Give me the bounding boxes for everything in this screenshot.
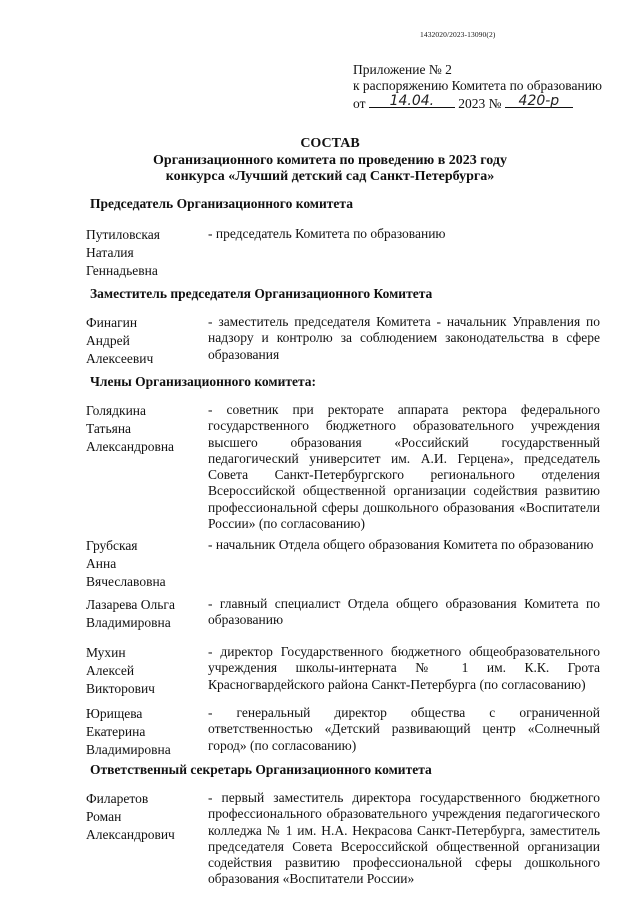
- handwritten-number: 420-р: [518, 92, 560, 109]
- member-role: - заместитель председателя Комитета - начальник Управления по надзору и контролю за соблюдением законодательства в сфере образования: [208, 314, 600, 362]
- appendix-title: Приложение № 2: [353, 62, 452, 77]
- appendix-reference: к распоряжению Комитета по образованию: [353, 77, 603, 93]
- member-name: Юрищева Екатерина Владимировна: [86, 706, 171, 757]
- document-title: [60, 136, 600, 186]
- year-number-label: 2023 №: [458, 96, 502, 111]
- appendix-header: [353, 62, 623, 112]
- member-name: Путиловская Наталия Геннадьевна: [86, 227, 160, 278]
- member-name: Мухин Алексей Викторович: [86, 645, 155, 696]
- document-registration-number: 1432020/2023-13090(2): [420, 30, 496, 39]
- from-label: от: [353, 96, 366, 111]
- member-name: Лазарева Ольга Владимировна: [86, 597, 175, 630]
- member-name: Голядкина Татьяна Александровна: [86, 403, 175, 454]
- member-role: - начальник Отдела общего образования Комитета по образованию: [208, 537, 594, 552]
- member-role: - председатель Комитета по образованию: [208, 226, 446, 241]
- appendix-date-number: [353, 93, 623, 112]
- member-role: - главный специалист Отдела общего образования Комитета по образованию: [208, 596, 600, 628]
- date-field: [369, 93, 455, 108]
- section-members: Члены Организационного комитета:: [90, 374, 317, 389]
- section-secretary: Ответственный секретарь Организационного комитета: [90, 762, 432, 777]
- title-line-3: конкурса «Лучший детский сад Санкт-Петербурга»: [165, 169, 495, 184]
- section-deputy: Заместитель председателя Организационного Комитета: [90, 286, 433, 301]
- member-name: Филаретов Роман Александрович: [86, 791, 175, 842]
- member-role: - советник при ректорате аппарата ректора федерального государственного бюджетного образовательного учреждения высшего образования «Российский государственный педагогический университет им. А.И. Герцена», председатель Совета Санкт-Петербургского регионального отделения Всероссийской общественной организации содействия развитию профессиональной сферы дошкольного образования «Воспитатели России» (по согласованию): [208, 402, 600, 532]
- member-name: Финагин Андрей Алексеевич: [86, 315, 154, 366]
- member-name: Грубская Анна Вячеславовна: [86, 538, 166, 589]
- member-role: - директор Государственного бюджетного общеобразовательного учреждения школы-интерната № 1 им. К.К. Грота Красногвардейского района Санкт-Петербурга (по согласованию): [208, 644, 600, 692]
- number-field: [505, 93, 573, 108]
- handwritten-date: 14.04.: [389, 92, 435, 109]
- member-role: - генеральный директор общества с ограниченной ответственностью «Детский развивающий центр «Солнечный город» (по согласованию): [208, 705, 600, 753]
- member-role: - первый заместитель директора государственного бюджетного профессионального образовательного учреждения педагогического колледжа № 1 им. Н.А. Некрасова Санкт-Петербурга, заместитель председателя Совета Всероссийской общественной организации содействия развитию профессиональной сферы дошкольного образования «Воспитатели России»: [208, 790, 600, 887]
- title-line-1: СОСТАВ: [300, 136, 360, 151]
- title-line-2: Организационного комитета по проведению в 2023 году: [153, 152, 507, 168]
- section-chair: Председатель Организационного комитета: [90, 196, 353, 211]
